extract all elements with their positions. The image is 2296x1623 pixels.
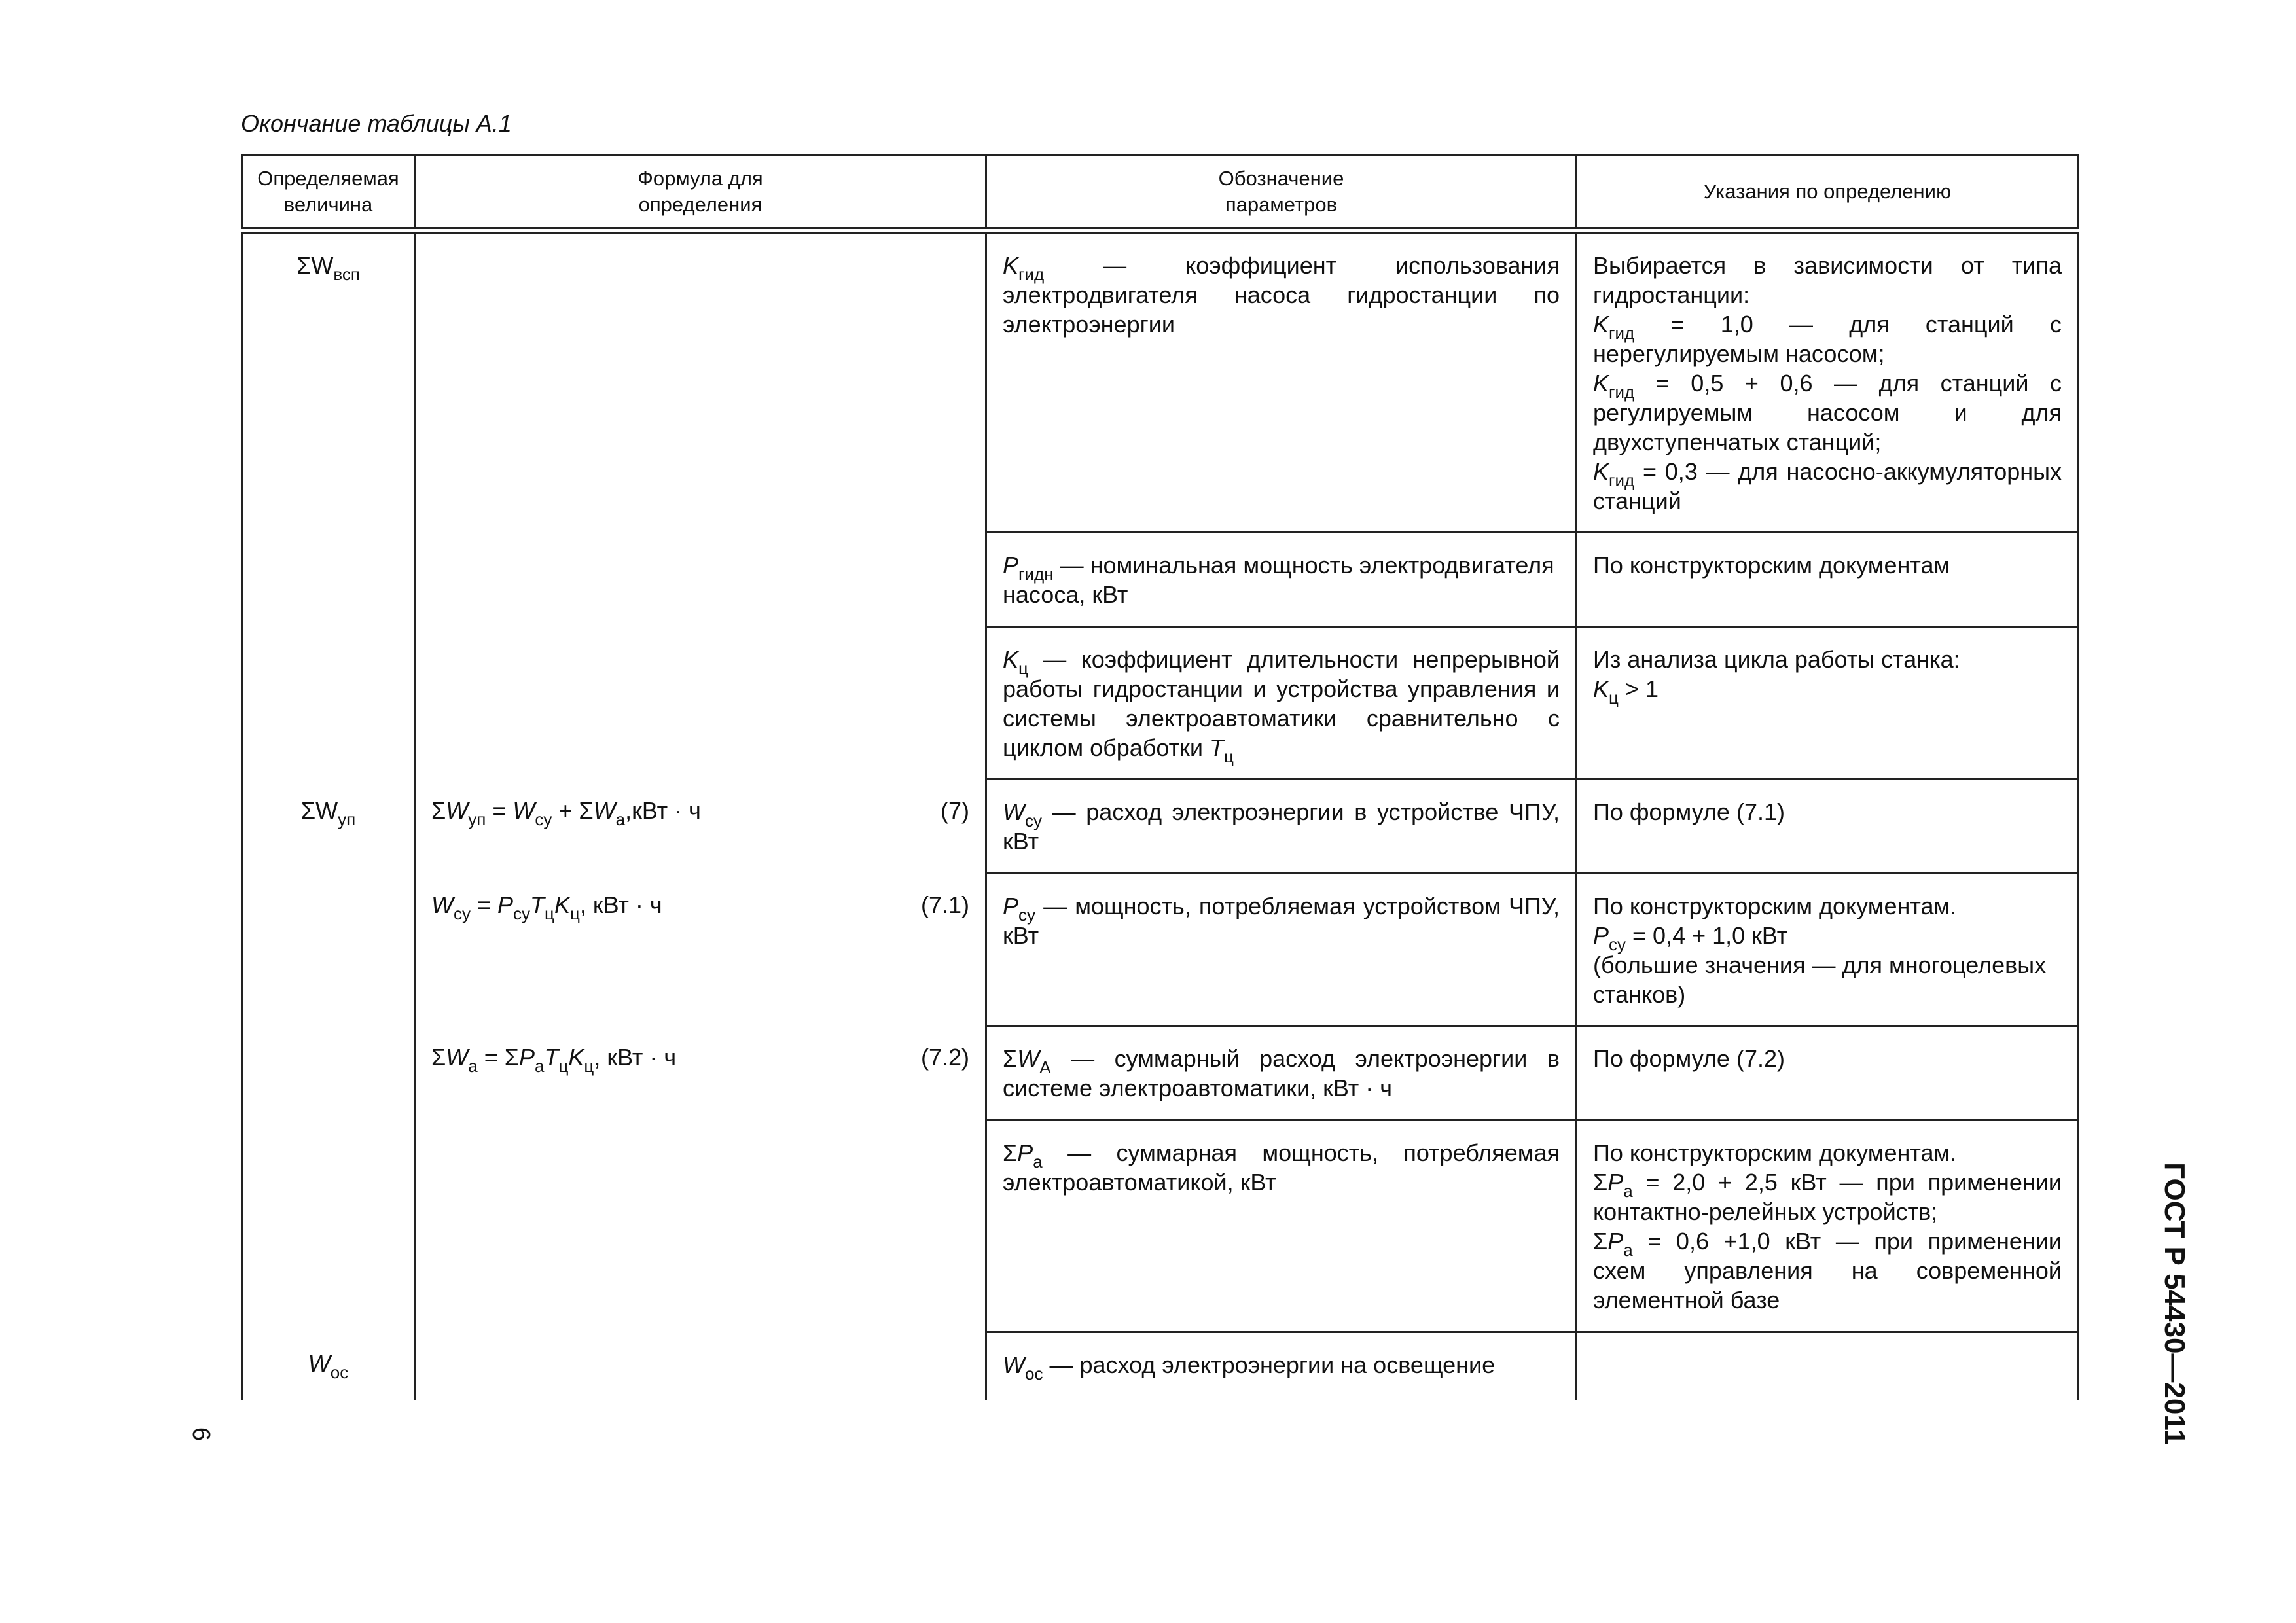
- guidance-cell: По конструкторским документам. $P_{су} = 0,4 + 1,0$ кВт (большие значения — для многоцелевых станков): [1577, 873, 2079, 1026]
- parameter-cell: $K_{гид}$ — коэффициент использования электродвигателя насоса гидростанции по электроэнергии: [986, 230, 1577, 532]
- table-cut-mask: [236, 1400, 2088, 1623]
- parameter-cell: $W_{ос}$ — расход электроэнергии на освещение: [986, 1332, 1577, 1436]
- quantity-cell: $\Sigma W_{всп}$: [242, 230, 415, 532]
- parameter-cell: $P_{су}$ — мощность, потребляемая устройством ЧПУ, кВт: [986, 873, 1577, 1026]
- quantity-cell: [242, 532, 415, 626]
- header-parameters: Обозначение параметров: [986, 156, 1577, 231]
- formula-cell: $\Sigma W_{уп} = W_{су} + \Sigma W_а,кВт \cdot ч$ (7): [415, 779, 986, 873]
- table-row: [242, 532, 2079, 626]
- table-row: [242, 230, 2079, 532]
- quantity-cell: [242, 873, 415, 1026]
- formula-cell: [415, 1120, 986, 1332]
- guidance-cell: По формуле (7.1): [1577, 779, 2079, 873]
- formula-cell: [415, 626, 986, 779]
- document-side-title: [2155, 1162, 2194, 1445]
- header-guidance: Указания по определению: [1577, 156, 2079, 231]
- guidance-cell: По конструкторским документам. $\Sigma P_а = 2,0 + 2,5$ кВт — при применении контактно-релейных устройств; $\Sigma P_а = 0,6 +1,0$ кВт — при применении схем управления на современной элементной базе: [1577, 1120, 2079, 1332]
- table-header-row: [242, 156, 2079, 231]
- quantity-cell: [242, 626, 415, 779]
- gost-title: ГОСТ Р 54430—2011: [2159, 1162, 2191, 1445]
- table-row: [242, 626, 2079, 779]
- table-row: [242, 1026, 2079, 1120]
- parameter-cell: $\Sigma W_A$ — суммарный расход электроэнергии в системе электроавтоматики, кВт · ч: [986, 1026, 1577, 1120]
- page-number: 6: [187, 1427, 215, 1442]
- parameter-cell: $W_{су}$ — расход электроэнергии в устройстве ЧПУ, кВт: [986, 779, 1577, 873]
- guidance-cell: Из анализа цикла работы станка: $K_ц > 1$: [1577, 626, 2079, 779]
- parameter-cell: $P_{гидн}$ — номинальная мощность электродвигателя насоса, кВт: [986, 532, 1577, 626]
- guidance-cell: По конструкторским документам: [1577, 532, 2079, 626]
- guidance-cell: По формуле (7.2): [1577, 1026, 2079, 1120]
- formula-cell: [415, 230, 986, 532]
- quantity-cell: [242, 1026, 415, 1120]
- table-row: [242, 873, 2079, 1026]
- parameter-cell: $K_ц$ — коэффициент длительности непрерывной работы гидростанции и устройства управления и системы электроавтоматики сравнительно с циклом обработки $T_ц$: [986, 626, 1577, 779]
- parameter-cell: $\Sigma P_а$ — суммарная мощность, потребляемая электроавтоматикой, кВт: [986, 1120, 1577, 1332]
- formula-cell: $\Sigma W_а = \Sigma P_аT_цK_ц$, кВт · ч (7.2): [415, 1026, 986, 1120]
- formula-cell: $W_{су} = P_{су}T_цK_ц$, кВт · ч (7.1): [415, 873, 986, 1026]
- table-caption: Окончание таблицы А.1: [241, 110, 512, 137]
- header-formula: Формула для определения: [415, 156, 986, 231]
- header-quantity: Определяемая величина: [242, 156, 415, 231]
- formula-cell: [415, 532, 986, 626]
- quantity-cell: $\Sigma W_{уп}$: [242, 779, 415, 873]
- data-table: [241, 154, 2079, 1438]
- guidance-cell: Выбирается в зависимости от типа гидростанции: $K_{гид} = 1,0$ — для станций с нерегулируемым насосом; $K_{гид} = 0,5 + 0,6$ — для станций с регулируемым насосом и для двухступенчатых станций; $K_{гид} = 0,3$ — для насосно-аккумуляторных станций: [1577, 230, 2079, 532]
- quantity-cell: [242, 1120, 415, 1332]
- quantity-cell: $W_{ос}$: [242, 1332, 415, 1436]
- table-row: [242, 1120, 2079, 1332]
- table-row: [242, 779, 2079, 873]
